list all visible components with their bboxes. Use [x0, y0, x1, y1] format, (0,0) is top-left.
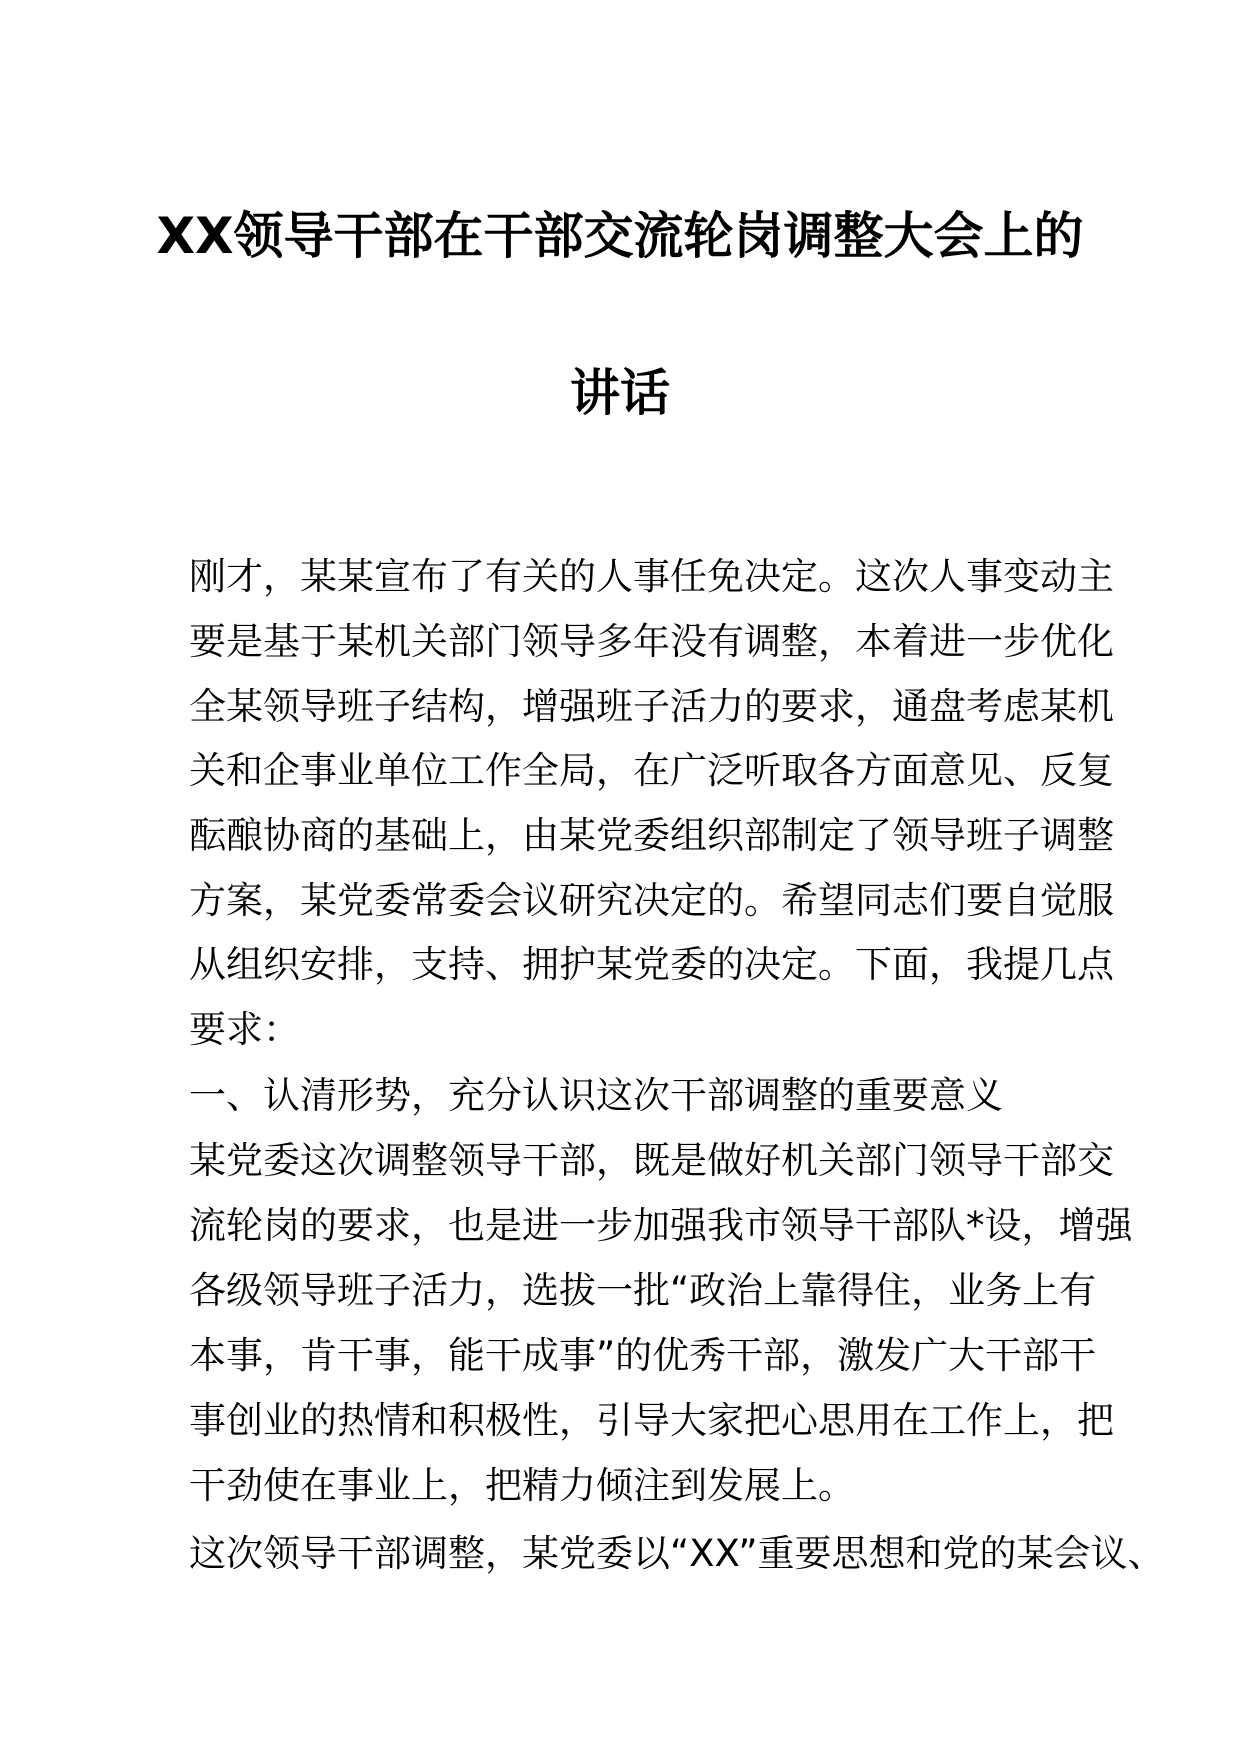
body-text-line: 方案，某党委常委会议研究决定的。希望同志们要自觉服 [189, 879, 1114, 922]
body-text-line: 要求： [189, 1008, 300, 1051]
body-text-line: 要是基于某机关部门领导多年没有调整，本着进一步优化 [189, 620, 1114, 663]
body-text-line: 从组织安排，支持、拥护某党委的决定。下面，我提几点 [189, 943, 1114, 986]
body-text-line: 刚才，某某宣布了有关的人事任免决定。这次人事变动主 [189, 555, 1114, 598]
body-text-line: 全某领导班子结构，增强班子活力的要求，通盘考虑某机 [189, 685, 1114, 728]
body-text-line: 关和企事业单位工作全局，在广泛听取各方面意见、反复 [189, 749, 1114, 792]
body-text-line: 干劲使在事业上，把精力倾注到发展上。 [189, 1464, 855, 1507]
body-text-line: 这次领导干部调整，某党委以“XX”重要思想和党的某会议、 [189, 1532, 1165, 1575]
body-text-line: 事创业的热情和积极性，引导大家把心思用在工作上，把 [189, 1399, 1114, 1442]
body-text-line: 某党委这次调整领导干部，既是做好机关部门领导干部交 [189, 1139, 1114, 1182]
body-text-line: 流轮岗的要求，也是进一步加强我市领导干部队*设，增强 [189, 1204, 1133, 1247]
section-heading: 一、认清形势，充分认识这次干部调整的重要意义 [189, 1074, 1003, 1117]
body-text-line: 酝酿协商的基础上，由某党委组织部制定了领导班子调整 [189, 814, 1114, 857]
document-title-line-1: XX领导干部在干部交流轮岗调整大会上的 [156, 207, 1084, 265]
body-text-line: 本事，肯干事，能干成事”的优秀干部，激发广大干部干 [189, 1334, 1097, 1377]
document-title-line-2: 讲话 [570, 364, 670, 422]
body-text-line: 各级领导班子活力，选拔一批“政治上靠得住，业务上有 [189, 1269, 1097, 1312]
